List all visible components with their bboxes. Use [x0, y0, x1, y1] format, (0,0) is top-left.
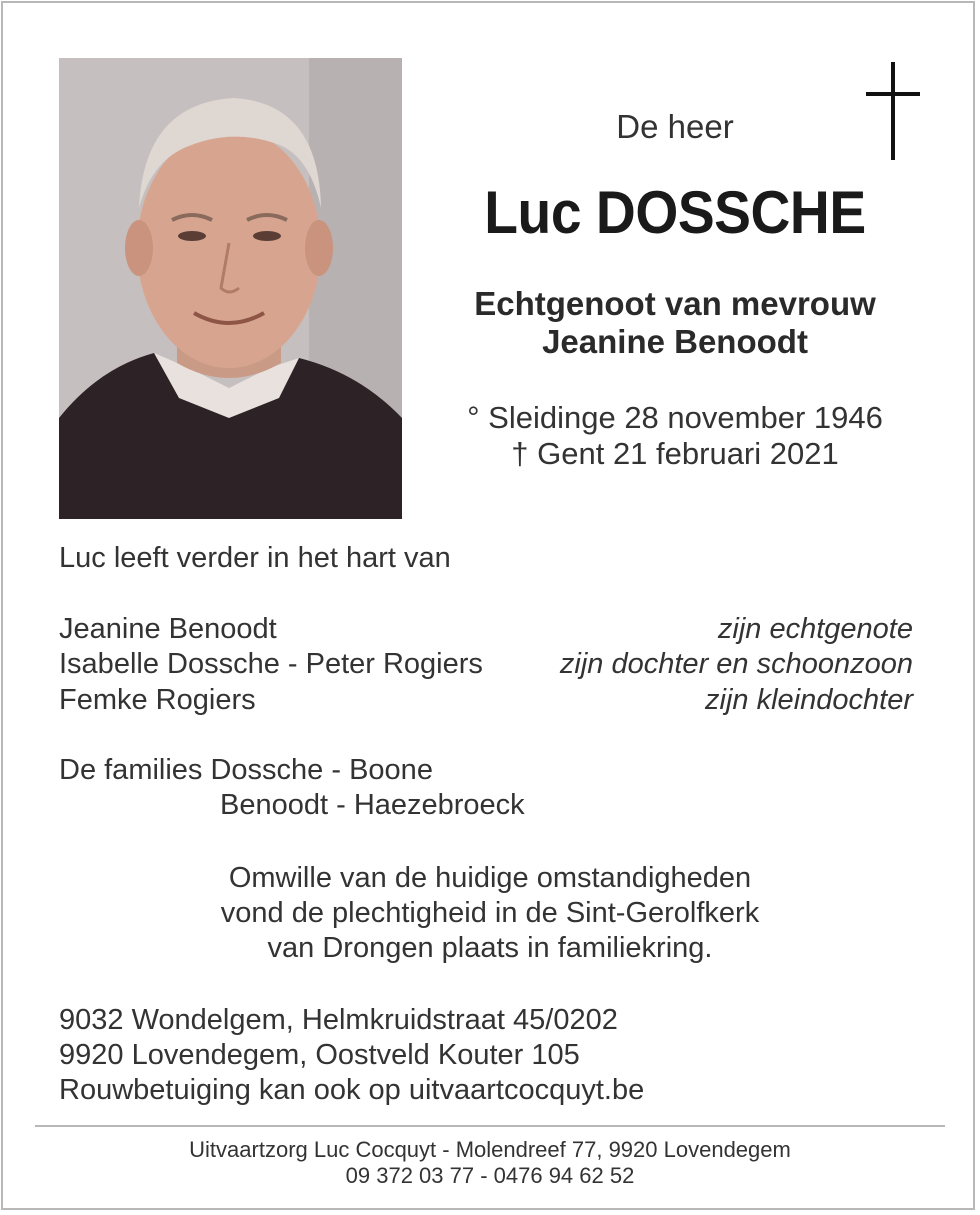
birth-line: ° Sleidinge 28 november 1946 — [467, 400, 883, 435]
families-line-2: Benoodt - Haezebroeck — [220, 789, 525, 821]
family-member-relation: zijn echtgenote — [717, 613, 913, 645]
family-member-name: Jeanine Benoodt — [59, 613, 277, 645]
intro-text: Luc leeft verder in het hart van — [59, 542, 451, 574]
condolence-line: Rouwbetuiging kan ook op uitvaartcocquyt.be — [59, 1074, 645, 1106]
family-member-name: Femke Rogiers — [59, 684, 256, 716]
address-line: 9032 Wondelgem, Helmkruidstraat 45/0202 — [59, 1004, 618, 1036]
families-line-1: De families Dossche - Boone — [59, 754, 433, 786]
dates — [420, 400, 930, 472]
footer-line-1: Uitvaartzorg Luc Cocquyt - Molendreef 77, 9920 Lovendegem — [189, 1137, 791, 1162]
family-member-relation: zijn kleindochter — [705, 684, 913, 716]
address-line: 9920 Lovendegem, Oostveld Kouter 105 — [59, 1039, 580, 1071]
ceremony-line: vond de plechtigheid in de Sint-Gerolfkerk — [220, 897, 760, 929]
title-prefix: De heer — [616, 108, 734, 145]
spouse-line-1: Echtgenoot van mevrouw — [474, 285, 876, 322]
ceremony-text — [60, 861, 920, 966]
footer-divider — [35, 1125, 945, 1127]
deceased-name: Luc DOSSCHE — [484, 179, 866, 246]
ceremony-line: Omwille van de huidige omstandigheden — [228, 862, 752, 894]
family-member-name: Isabelle Dossche - Peter Rogiers — [59, 648, 483, 680]
spouse-info — [420, 285, 930, 361]
death-line: † Gent 21 februari 2021 — [511, 436, 839, 471]
family-member-relation: zijn dochter en schoonzoon — [559, 648, 913, 680]
ceremony-line: van Drongen plaats in familiekring. — [267, 932, 713, 964]
portrait-photo — [59, 58, 402, 519]
footer-line-2: 09 372 03 77 - 0476 94 62 52 — [345, 1163, 635, 1188]
spouse-line-2: Jeanine Benoodt — [542, 323, 808, 360]
footer-info — [0, 1137, 980, 1189]
